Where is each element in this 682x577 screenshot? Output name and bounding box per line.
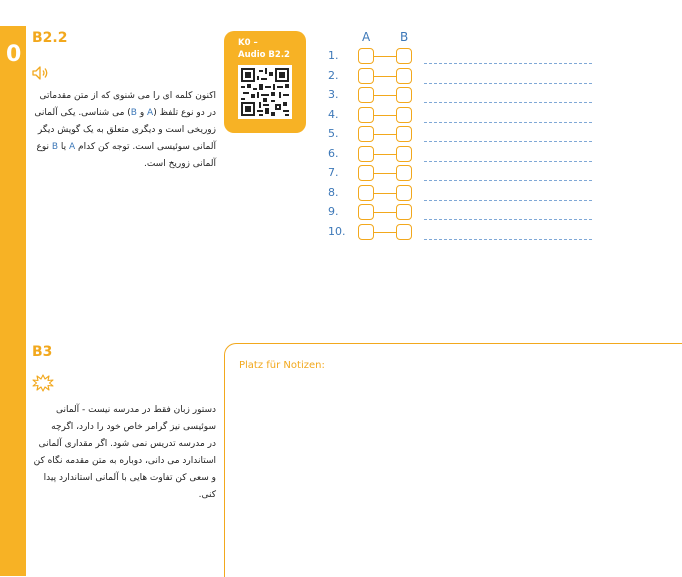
chapter-number: 0 [6, 42, 22, 67]
answer-box-b[interactable] [396, 107, 412, 123]
box-connector [374, 232, 396, 233]
b22-line-5: آلمانی زوریخ است. [143, 159, 216, 169]
b22-instructions [30, 88, 216, 173]
answer-box-b[interactable] [396, 185, 412, 201]
answer-line[interactable] [424, 83, 592, 84]
audio-card[interactable] [224, 31, 306, 133]
box-connector [374, 212, 396, 213]
answer-box-a[interactable] [358, 126, 374, 142]
b22-line-3: زوریخی است و دیگری متعلق به یک گویش دیگر [37, 125, 216, 135]
b22-line-2-b: B [130, 108, 137, 118]
row-number: 1. [328, 49, 339, 62]
answer-box-a[interactable] [358, 224, 374, 240]
answer-line[interactable] [424, 180, 592, 181]
b22-line-2-pre: در دو نوع تلفظ ( [153, 108, 216, 118]
audio-card-title [238, 37, 290, 61]
b3-line-4: استاندارد می دانی، دوباره به متن مقدمه نگاه کن [33, 456, 216, 466]
answer-box-a[interactable] [358, 68, 374, 84]
answer-line[interactable] [424, 122, 592, 123]
box-connector [374, 95, 396, 96]
b22-line-4-mid: یا [58, 142, 70, 152]
row-number: 7. [328, 166, 339, 179]
answer-box-a[interactable] [358, 87, 374, 103]
b22-line-2-mid: و [136, 108, 148, 118]
box-connector [374, 76, 396, 77]
answer-box-b[interactable] [396, 87, 412, 103]
b3-line-1: دستور زبان فقط در مدرسه نیست - آلمانی [55, 405, 216, 415]
box-connector [374, 193, 396, 194]
row-number: 5. [328, 127, 339, 140]
b22-line-4-b: B [51, 142, 59, 152]
b22-line-4-pre: آلمانی سوئیسی است. توجه کن کدام [75, 142, 216, 152]
notes-label: Platz für Notizen: [239, 360, 325, 371]
b22-line-1: اکنون کلمه ای را می شنوی که از متن مقدماتی [39, 91, 216, 101]
qr-code-icon[interactable] [238, 65, 292, 119]
section-heading-b3: B3 [32, 344, 53, 360]
answer-box-b[interactable] [396, 204, 412, 220]
row-number: 9. [328, 205, 339, 218]
answer-box-b[interactable] [396, 224, 412, 240]
starburst-icon [32, 374, 54, 392]
section-heading-b22: B2.2 [32, 30, 68, 46]
answer-box-a[interactable] [358, 185, 374, 201]
speaker-icon [32, 66, 50, 80]
b22-line-4 [30, 139, 216, 156]
row-number: 6. [328, 147, 339, 160]
row-number: 2. [328, 69, 339, 82]
answer-box-a[interactable] [358, 204, 374, 220]
b22-line-4-post: نوع [36, 142, 52, 152]
answer-line[interactable] [424, 161, 592, 162]
row-number: 8. [328, 186, 339, 199]
b22-line-2-a: A [147, 108, 154, 118]
box-connector [374, 56, 396, 57]
b22-line-2 [30, 105, 216, 122]
answer-line[interactable] [424, 219, 592, 220]
audio-title-line-1: K0 – [238, 38, 258, 48]
b3-line-2: سوئیسی نیز گرامر خاص خود را دارد، اگرچه [51, 422, 216, 432]
box-connector [374, 134, 396, 135]
answer-line[interactable] [424, 102, 592, 103]
chapter-tab [0, 26, 26, 576]
box-connector [374, 154, 396, 155]
row-number: 3. [328, 88, 339, 101]
column-header-b: B [400, 30, 409, 44]
b22-line-2-post: ) می شناسی. یکی آلمانی [34, 108, 131, 118]
answer-box-b[interactable] [396, 165, 412, 181]
notes-area[interactable] [224, 343, 682, 577]
b3-line-3: در مدرسه تدریس نمی شود. اگر مقداری آلمانی [38, 439, 216, 449]
answer-line[interactable] [424, 141, 592, 142]
b3-instructions [30, 402, 216, 504]
answer-box-a[interactable] [358, 165, 374, 181]
answer-box-b[interactable] [396, 68, 412, 84]
answer-line[interactable] [424, 63, 592, 64]
row-number: 4. [328, 108, 339, 121]
answer-line[interactable] [424, 200, 592, 201]
answer-box-b[interactable] [396, 126, 412, 142]
b3-line-6: کنی. [198, 490, 216, 500]
answer-box-b[interactable] [396, 48, 412, 64]
row-number: 10. [328, 225, 346, 238]
answer-box-a[interactable] [358, 48, 374, 64]
audio-title-line-2: Audio B2.2 [238, 50, 290, 60]
box-connector [374, 173, 396, 174]
b3-line-5: و سعی کن تفاوت هایی با آلمانی استاندارد پیدا [43, 473, 216, 483]
column-header-a: A [362, 30, 371, 44]
box-connector [374, 115, 396, 116]
answer-box-b[interactable] [396, 146, 412, 162]
answer-box-a[interactable] [358, 107, 374, 123]
b22-line-4-a: A [69, 142, 76, 152]
answer-box-a[interactable] [358, 146, 374, 162]
answer-line[interactable] [424, 239, 592, 240]
